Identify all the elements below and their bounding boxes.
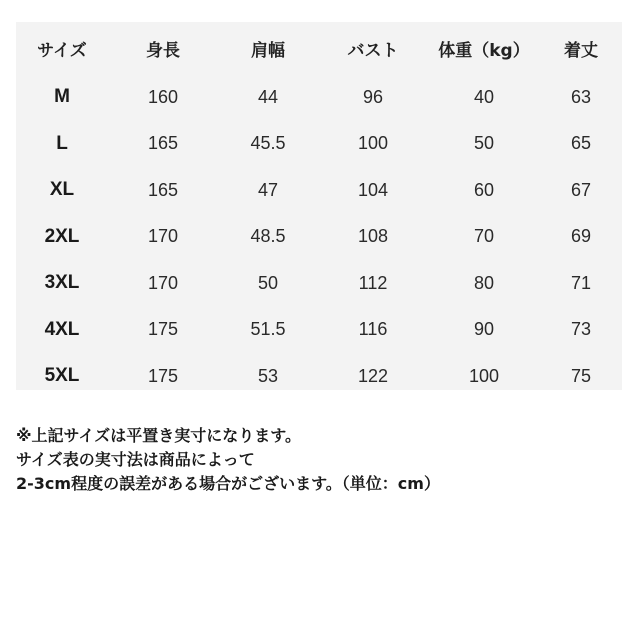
- bust-cell: 108: [357, 226, 389, 247]
- header-shoulder-width: 肩幅: [251, 40, 285, 61]
- shoulder-cell: 45.5: [250, 133, 286, 154]
- weight-cell: 90: [473, 319, 495, 340]
- note-line: 2-3cm程度の誤差がある場合がございます。（単位：cm）: [16, 474, 440, 493]
- header-size: サイズ: [37, 40, 87, 61]
- size-notes: [16, 424, 626, 496]
- weight-cell: 100: [468, 365, 500, 386]
- note-line: サイズ表の実寸法は商品によって: [16, 450, 255, 469]
- table-row: [16, 121, 622, 168]
- size-cell: M: [54, 86, 70, 108]
- table-row: [16, 260, 622, 307]
- size-cell: 3XL: [44, 272, 80, 294]
- shoulder-cell: 51.5: [250, 319, 286, 340]
- length-cell: 71: [570, 272, 592, 293]
- height-cell: 170: [147, 272, 179, 293]
- bust-cell: 116: [358, 319, 388, 340]
- header-height: 身長: [146, 40, 180, 61]
- height-cell: 170: [147, 226, 179, 247]
- height-cell: 160: [147, 86, 179, 107]
- shoulder-cell: 53: [257, 365, 279, 386]
- height-cell: 165: [147, 133, 179, 154]
- length-cell: 73: [570, 319, 592, 340]
- weight-cell: 60: [473, 179, 495, 200]
- length-cell: 67: [570, 179, 592, 200]
- size-cell: L: [56, 132, 68, 154]
- bust-cell: 96: [362, 86, 384, 107]
- height-cell: 175: [147, 319, 179, 340]
- length-cell: 65: [570, 133, 592, 154]
- length-cell: 75: [570, 365, 592, 386]
- weight-cell: 80: [473, 272, 495, 293]
- bust-cell: 104: [357, 179, 389, 200]
- shoulder-cell: 50: [257, 272, 279, 293]
- table-header-row: [16, 22, 622, 74]
- table-row: [16, 214, 622, 261]
- size-chart-table: [16, 22, 622, 400]
- size-cell: 5XL: [44, 365, 80, 387]
- size-cell: XL: [49, 179, 75, 201]
- size-cell: 2XL: [44, 225, 80, 247]
- header-weight: 体重（kg）: [438, 40, 530, 61]
- shoulder-cell: 48.5: [250, 226, 286, 247]
- size-cell: 4XL: [44, 318, 80, 340]
- table-row: [16, 353, 622, 400]
- bust-cell: 122: [357, 365, 389, 386]
- weight-cell: 70: [473, 226, 495, 247]
- size-chart-panel: [16, 22, 622, 390]
- header-bust: バスト: [347, 40, 399, 61]
- weight-cell: 40: [473, 86, 495, 107]
- shoulder-cell: 47: [257, 179, 279, 200]
- header-length: 着丈: [564, 40, 598, 61]
- bust-cell: 100: [357, 133, 389, 154]
- bust-cell: 112: [358, 272, 388, 293]
- height-cell: 175: [147, 365, 179, 386]
- weight-cell: 50: [473, 133, 495, 154]
- length-cell: 69: [570, 226, 592, 247]
- length-cell: 63: [570, 86, 592, 107]
- table-row: [16, 74, 622, 121]
- table-row: [16, 307, 622, 354]
- shoulder-cell: 44: [257, 86, 279, 107]
- note-line: ※上記サイズは平置き実寸になります。: [16, 426, 301, 445]
- table-row: [16, 167, 622, 214]
- height-cell: 165: [147, 179, 179, 200]
